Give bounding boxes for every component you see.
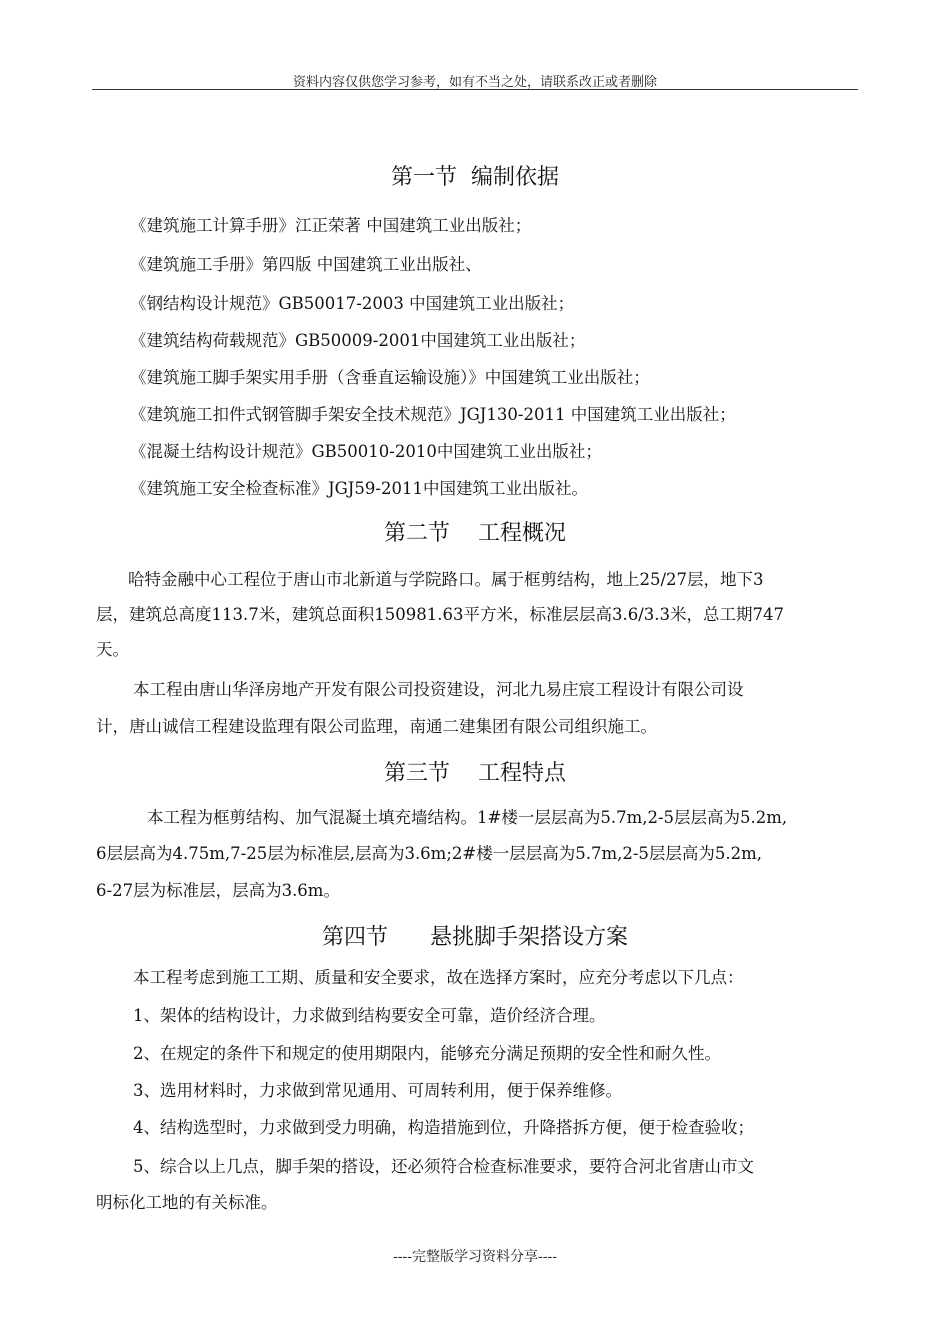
section-4-title: 第四节 悬挑脚手架搭设方案: [322, 925, 628, 950]
plan-item: 2、在规定的条件下和规定的使用期限内，能够充分满足预期的安全性和耐久性。: [133, 1044, 721, 1063]
plan-item: 明标化工地的有关标准。: [96, 1193, 278, 1212]
reference-item: 《建筑结构荷载规范》GB50009-2001中国建筑工业出版社；: [130, 331, 586, 350]
overview-line: 本工程由唐山华泽房地产开发有限公司投资建设，河北九易庄宸工程设计有限公司设: [133, 680, 744, 699]
plan-item: 3、选用材料时，力求做到常见通用、可周转利用，便于保养维修。: [133, 1081, 622, 1100]
reference-item: 《混凝土结构设计规范》GB50010-2010中国建筑工业出版社；: [130, 442, 602, 461]
section-2-title: 第二节 工程概况: [384, 521, 566, 546]
header-rule: [92, 89, 858, 90]
overview-line: 层，建筑总高度113.7米，建筑总面积150981.63平方米，标准层层高3.6/3.3米，总工期747: [96, 605, 784, 624]
section-1-title: 第一节 编制依据: [391, 165, 559, 190]
overview-line: 哈特金融中心工程位于唐山市北新道与学院路口。属于框剪结构，地上25/27层，地下3: [128, 570, 764, 589]
page-header: 资料内容仅供您学习参考，如有不当之处，请联系改正或者删除: [292, 75, 657, 90]
plan-item: 4、结构选型时，力求做到受力明确，构造措施到位，升降搭拆方便，便于检查验收；: [133, 1118, 754, 1137]
section-3-title: 第三节 工程特点: [384, 761, 566, 786]
reference-item: 《建筑施工计算手册》江正荣著 中国建筑工业出版社；: [130, 216, 532, 235]
reference-item: 《建筑施工脚手架实用手册（含垂直运输设施）》中国建筑工业出版社；: [130, 368, 650, 387]
plan-item: 1、架体的结构设计，力求做到结构要安全可靠，造价经济合理。: [133, 1006, 606, 1025]
reference-item: 《建筑施工手册》第四版 中国建筑工业出版社、: [130, 255, 482, 274]
reference-item: 《建筑施工扣件式钢管脚手架安全技术规范》JGJ130-2011 中国建筑工业出版社；: [130, 405, 736, 424]
features-line: 本工程为框剪结构、加气混凝土填充墙结构。1#楼一层层高为5.7m,2-5层层高为5.2m,: [147, 808, 788, 827]
plan-item: 5、综合以上几点，脚手架的搭设，还必须符合检查标准要求，要符合河北省唐山市文: [133, 1157, 754, 1176]
plan-intro: 本工程考虑到施工工期、质量和安全要求，故在选择方案时，应充分考虑以下几点：: [133, 968, 744, 987]
overview-line: 天。: [96, 640, 129, 659]
features-line: 6-27层为标准层，层高为3.6m。: [96, 881, 340, 900]
overview-line: 计，唐山诚信工程建设监理有限公司监理，南通二建集团有限公司组织施工。: [96, 717, 657, 736]
features-line: 6层层高为4.75m,7-25层为标准层,层高为3.6m;2#楼一层层高为5.7m,2-5层层高为5.2m,: [96, 844, 763, 863]
page-footer: ----完整版学习资料分享----: [393, 1249, 557, 1265]
reference-item: 《建筑施工安全检查标准》JGJ59-2011中国建筑工业出版社。: [130, 479, 588, 498]
reference-item: 《钢结构设计规范》GB50017-2003 中国建筑工业出版社；: [130, 294, 575, 313]
